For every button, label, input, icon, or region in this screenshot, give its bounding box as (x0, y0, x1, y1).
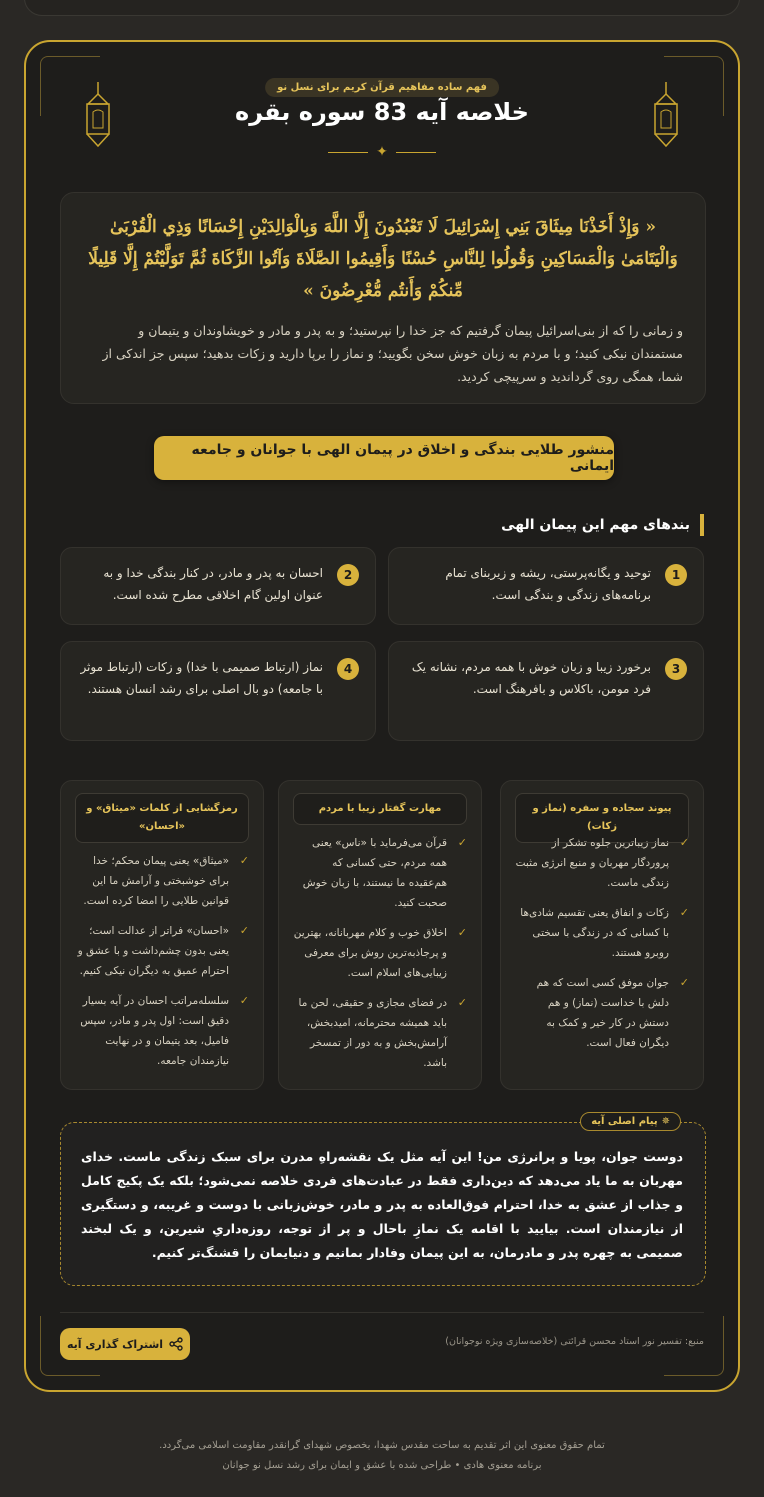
check-icon: ✓ (457, 836, 467, 849)
title-divider (322, 144, 442, 160)
list-item: ✓ زکات و انفاق یعنی تقسیم شادی‌ها با کسانی که در زندگی با سختی روبرو هستند. (515, 903, 689, 963)
list-item: ✓ «میثاق» یعنی پیمان محکم؛ خدا برای خوشبختی و آرامش ما این قوانین طلایی را امضا کرده است. (75, 851, 249, 911)
clause-number: 1 (665, 564, 687, 586)
check-icon: ✓ (239, 994, 249, 1007)
list-item: ✓ سلسله‌مراتب احسان در آیه بسیار دقیق است: اول پدر و مادر، سپس فامیل، بعد یتیمان و در نهایت نیازمندان جامعه. (75, 991, 249, 1071)
check-icon: ✓ (457, 926, 467, 939)
arabic-verse: « وَإِذْ أَخَذْنَا مِيثَاقَ بَنِي إِسْرَائِيلَ لَا تَعْبُدُونَ إِلَّا اللَّهَ وَبِالْوَالِدَيْنِ إِحْسَانًا وَذِي الْقُرْبَىٰ وَالْيَتَامَىٰ وَالْمَسَاكِينِ وَقُولُوا لِلنَّاسِ حُسْنًا وَأَقِيمُوا الصَّلَاةَ وَآتُوا الزَّكَاةَ ثُمَّ تَوَلَّيْتُمْ إِلَّا قَلِيلًا مِّنكُمْ وَأَنتُم مُّعْرِضُونَ » (88, 217, 678, 301)
check-icon: ✓ (679, 976, 689, 989)
clause-card (388, 641, 704, 741)
clause-text: توحید و یگانه‌پرستی، ریشه و زیربنای تمام برنامه‌های زندگی و بندگی است. (445, 566, 651, 602)
main-message-box (60, 1116, 706, 1286)
footer-divider (60, 1312, 704, 1313)
verse-translation: و زمانی را که از بنی‌اسرائیل پیمان گرفتیم که جز خدا را نپرستید؛ و به پدر و مادر و خویشاوندان و یتیمان و مستمندان نیکی کنید؛ و با مردم به زبان خوش سخن بگویید؛ و نماز را برپا دارید و زکات بدهید؛ سپس جز اندکی از شما، همگی روی گرداندید و سرپیچی کردید. (102, 323, 683, 384)
topic-column (278, 780, 482, 1090)
clause-text: برخورد زیبا و زبان خوش با همه مردم، نشانه یک فرد مومن، باکلاس و بافرهنگ است. (411, 660, 651, 696)
clause-text: نماز (ارتباط صمیمی با خدا) و زکات (ارتباط موثر با جامعه) دو بال اصلی برای رشد انسان هستند. (80, 660, 323, 696)
check-icon: ✓ (239, 854, 249, 867)
clause-card (60, 547, 376, 625)
topic-column (60, 780, 264, 1090)
check-icon: ✓ (679, 906, 689, 919)
column-title: مهارت گفتار زیبا با مردم (293, 793, 467, 825)
message-text: دوست جوان، پویا و پرانرژی من! این آیه مثل یک نقشه‌راهِ مدرن برای سبک زندگی ماست. خدای مهربان به ما یاد می‌دهد که دین‌داری فقط در عبادت‌های فردی خلاصه نمی‌شود؛ بلکه یک پکیج کامل و جذاب از عشق به خدا، احترام فوق‌العاده به پدر و مادر، خوش‌زبانی با دوست و غریبه، و دستگیری از نیازمندان است. بیایید با اقامه یک نمازِ باحال و پر از توجه، روزه‌داریِ شیرین، و یک لبخند صمیمی به چهره پدر و مادرمان، به این پیمان وفادار بمانیم و دنیایمان را قشنگ‌تر کنیم. (81, 1149, 683, 1260)
clause-text: احسان به پدر و مادر، در کنار بندگی خدا و به عنوان اولین گام اخلاقی مطرح شده است. (103, 566, 323, 602)
star-ornament-icon: ✦ (376, 144, 388, 160)
list-item: ✓ قرآن می‌فرماید با «ناس» یعنی همه مردم، حتی کسانی که هم‌عقیده ما نیستند، با زبان خوش صحبت کنید. (293, 833, 467, 913)
credit-text: برنامه معنوی هادی • طراحی شده با عشق و ایمان برای رشد نسل نو جوانان (222, 1460, 542, 1471)
clause-number: 4 (337, 658, 359, 680)
verse-box (60, 192, 706, 404)
copyright-text: تمام حقوق معنوی این اثر تقدیم به ساحت مقدس شهدا، بخصوص شهدای گرانقدر مقاومت اسلامی می‌گردد. (159, 1440, 605, 1451)
top-bar (24, 0, 740, 16)
sparkle-icon: ✵ (661, 1116, 670, 1127)
message-tag: ✵ پیام اصلی آیه (580, 1112, 681, 1131)
column-title: رمزگشایی از کلمات «میثاق» و «احسان» (75, 793, 249, 843)
share-icon (169, 1337, 183, 1351)
list-item: ✓ اخلاق خوب و کلام مهربانانه، بهترین و پرجاذبه‌ترین روش برای معرفی زیبایی‌های اسلام است. (293, 923, 467, 983)
check-icon: ✓ (679, 836, 689, 849)
check-icon: ✓ (457, 996, 467, 1009)
topic-column (500, 780, 704, 1090)
list-item: ✓ در فضای مجازی و حقیقی، لحن ما باید همیشه محترمانه، امیدبخش، آرامش‌بخش و به دور از تمسخر باشد. (293, 993, 467, 1073)
clause-number: 2 (337, 564, 359, 586)
clause-card (388, 547, 704, 625)
page-title: خلاصه آیه 83 سوره بقره (235, 98, 529, 126)
list-item: ✓ «احسان» فراتر از عدالت است؛ یعنی بدون چشم‌داشت و با عشق و احترام عمیق به دیگران نیکی کنیم. (75, 921, 249, 981)
clause-number: 3 (665, 658, 687, 680)
share-button[interactable]: اشتراک گذاری آیه (60, 1328, 190, 1360)
subtitle-badge: فهم ساده مفاهیم قرآن کریم برای نسل نو (265, 78, 499, 97)
charter-button[interactable]: منشور طلایی بندگی و اخلاق در پیمان الهی با جوانان و جامعه ایمانی (154, 436, 614, 480)
clauses-heading: بندهای مهم این پیمان الهی (501, 514, 704, 536)
list-item: ✓ نماز زیباترین جلوه تشکر از پروردگار مهربان و منبع انرژی مثبت زندگی ماست. (515, 833, 689, 893)
column-title: پیوند سجاده و سفره (نماز و زکات) (515, 793, 689, 843)
source-credit: منبع: تفسیر نور استاد محسن قرائتی (خلاصه‌سازی ویژه نوجوانان) (445, 1336, 704, 1347)
verse-card (24, 40, 740, 1392)
check-icon: ✓ (239, 924, 249, 937)
clause-card (60, 641, 376, 741)
list-item: ✓ جوان موفق کسی است که هم دلش با خداست (نماز) و هم دستش در کار خیر و کمک به دیگران فعال است. (515, 973, 689, 1053)
